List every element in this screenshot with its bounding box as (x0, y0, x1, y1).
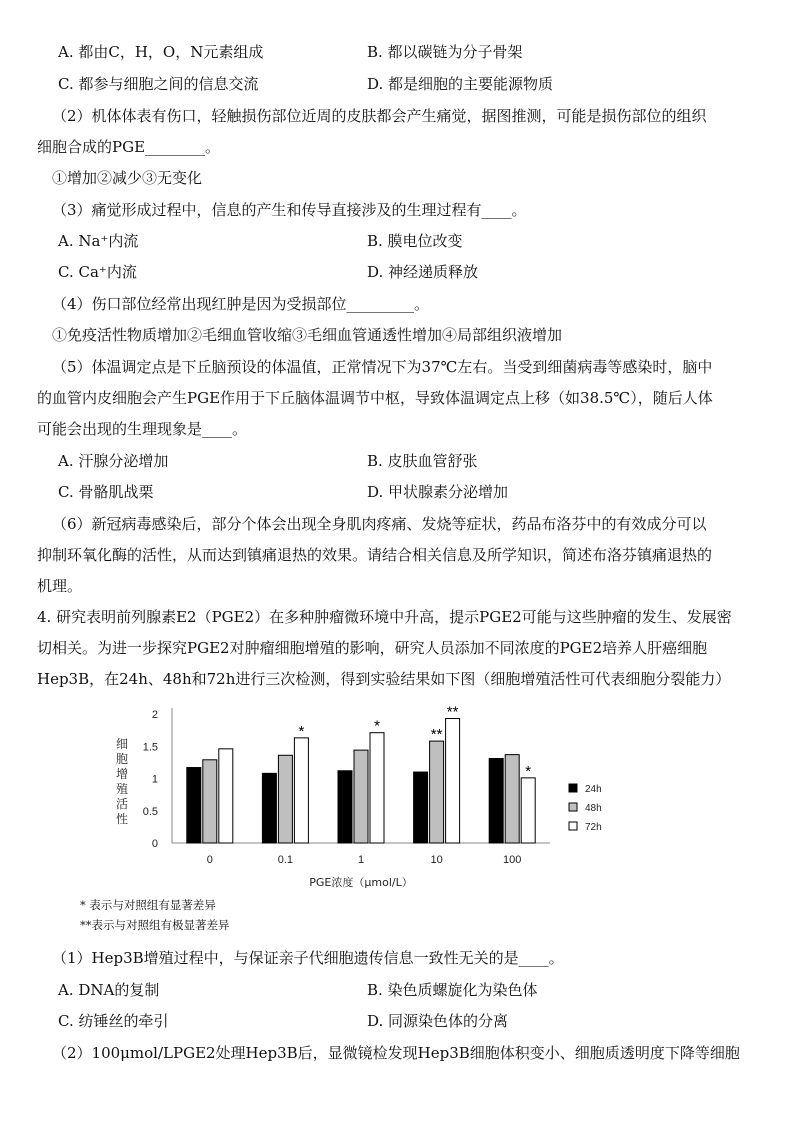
significance-note-2: **表示与对照组有极显著差异 (80, 918, 230, 932)
x-tick-label: 1 (357, 854, 365, 866)
bar-24h-10 (414, 772, 428, 843)
q5-option-a: A. 汗腺分泌增加 (58, 452, 169, 470)
y-tick-label: 1.5 (142, 741, 158, 754)
p4-line-1: 4. 研究表明前列腺素E2（PGE2）在多种肿瘤微环境中升高，提示PGE2可能与这些肿瘤的发生、发展密 (37, 608, 732, 626)
bar-48h-0.1 (278, 755, 292, 843)
q4-stem: （4）伤口部位经常出现红肿是因为受损部位_________。 (52, 295, 430, 313)
sq1-stem: （1）Hep3B增殖过程中，与保证亲子代细胞遗传信息一致性无关的是____。 (52, 949, 564, 967)
option-d: D. 都是细胞的主要能源物质 (367, 75, 554, 93)
y-tick-label: 1 (151, 773, 158, 786)
x-tick-label: 100 (503, 854, 522, 866)
significance-mark: * (525, 762, 532, 780)
bar-24h-1 (338, 771, 352, 843)
q5-line-1: （5）体温调定点是下丘脑预设的体温值，正常情况下为37℃左右。当受到细菌病毒等感染时，脑中 (52, 358, 713, 376)
legend-swatch-48h (569, 803, 577, 811)
bar-72h-1 (370, 733, 384, 843)
p4-line-2: 切相关。为进一步探究PGE2对肿瘤细胞增殖的影响，研究人员添加不同浓度的PGE2培养人肝癌细胞 (37, 639, 708, 657)
significance-mark: * (298, 722, 305, 740)
q3-option-c: C. Ca⁺内流 (58, 263, 137, 281)
q2-line-1: （2）机体体表有伤口，轻触损伤部位近周的皮肤都会产生痛觉，据图推测，可能是损伤部位的组织 (52, 107, 707, 125)
bar-48h-1 (354, 750, 368, 843)
sq1-option-a: A. DNA的复制 (58, 981, 160, 999)
q5-line-3: 可能会出现的生理现象是____。 (37, 420, 248, 438)
x-tick-label: 10 (430, 854, 443, 866)
x-tick-label: 0 (206, 854, 213, 866)
significance-mark: * (374, 717, 380, 735)
q3-option-a: A. Na⁺内流 (58, 232, 139, 250)
legend-label: 24h (585, 784, 602, 795)
legend-label: 48h (585, 803, 602, 814)
q6-line-3: 机理。 (37, 577, 83, 595)
y-tick-label: 0.5 (142, 805, 158, 818)
sq1-option-c: C. 纺锤丝的牵引 (58, 1012, 169, 1030)
sq1-option-b: B. 染色质螺旋化为染色体 (367, 981, 538, 999)
bar-72h-10 (446, 719, 460, 843)
q6-line-2: 抑制环氧化酶的活性，从而达到镇痛退热的效果。请结合相关信息及所学知识，简述布洛芬镇痛退热的 (37, 546, 713, 564)
y-tick-label: 2 (151, 709, 158, 721)
q6-line-1: （6）新冠病毒感染后，部分个体会出现全身肌肉疼痛、发烧等症状，药品布洛芬中的有效成分可以 (52, 515, 707, 533)
significance-mark: ** (430, 726, 443, 744)
y-axis-label-char: 殖 (115, 782, 129, 796)
bar-72h-100 (521, 778, 535, 843)
sq1-option-d: D. 同源染色体的分离 (367, 1012, 509, 1030)
sq2-line-1: （2）100μmol/LPGE2处理Hep3B后，显微镜检发现Hep3B细胞体积变小、细胞质透明度下降等细胞 (52, 1044, 740, 1062)
bar-48h-0 (203, 760, 217, 843)
option-b: B. 都以碳链为分子骨架 (367, 43, 523, 61)
y-axis-label-char: 活 (115, 797, 129, 811)
q5-option-d: D. 甲状腺素分泌增加 (367, 483, 509, 501)
q3-option-d: D. 神经递质释放 (367, 263, 479, 281)
significance-note-1: * 表示与对照组有显著差异 (80, 898, 216, 912)
option-a: A. 都由C，H，O，N元素组成 (58, 43, 264, 61)
bar-72h-0 (219, 749, 233, 843)
q3-stem: （3）痛觉形成过程中，信息的产生和传导直接涉及的生理过程有____。 (52, 201, 527, 219)
x-tick-label: 0.1 (277, 854, 294, 866)
q2-choices: ①增加②减少③无变化 (52, 169, 203, 187)
q5-option-c: C. 骨骼肌战栗 (58, 483, 154, 501)
p4-line-3: Hep3B，在24h、48h和72h进行三次检测，得到实验结果如下图（细胞增殖活性可代表细胞分裂能力） (37, 670, 731, 688)
y-axis-label-char: 增 (115, 767, 129, 781)
bar-24h-0 (187, 768, 201, 843)
bar-48h-10 (430, 741, 444, 843)
bar-72h-0.1 (294, 738, 308, 843)
proliferation-bar-chart (95, 700, 635, 900)
bar-24h-100 (489, 759, 503, 843)
q5-option-b: B. 皮肤血管舒张 (367, 452, 478, 470)
option-c: C. 都参与细胞之间的信息交流 (58, 75, 259, 93)
q2-line-2: 细胞合成的PGE________。 (37, 138, 221, 156)
q3-option-b: B. 膜电位改变 (367, 232, 463, 250)
x-axis-label: PGE浓度（μmol/L） (309, 876, 413, 889)
q4-choices: ①免疫活性物质增加②毛细血管收缩③毛细血管通透性增加④局部组织液增加 (52, 326, 563, 344)
bar-48h-100 (505, 755, 519, 843)
y-axis-label-char: 性 (115, 812, 129, 826)
legend-swatch-72h (569, 822, 577, 830)
y-axis-label-char: 胞 (115, 752, 129, 766)
legend-label: 72h (585, 822, 602, 833)
bar-24h-0.1 (262, 773, 276, 843)
significance-mark: ** (446, 703, 459, 721)
y-axis-label-char: 细 (115, 737, 129, 751)
y-tick-label: 0 (151, 838, 158, 850)
q5-line-2: 的血管内皮细胞会产生PGE作用于下丘脑体温调节中枢，导致体温调定点上移（如38.5℃），随后人体 (37, 389, 713, 407)
legend-swatch-24h (569, 784, 577, 792)
